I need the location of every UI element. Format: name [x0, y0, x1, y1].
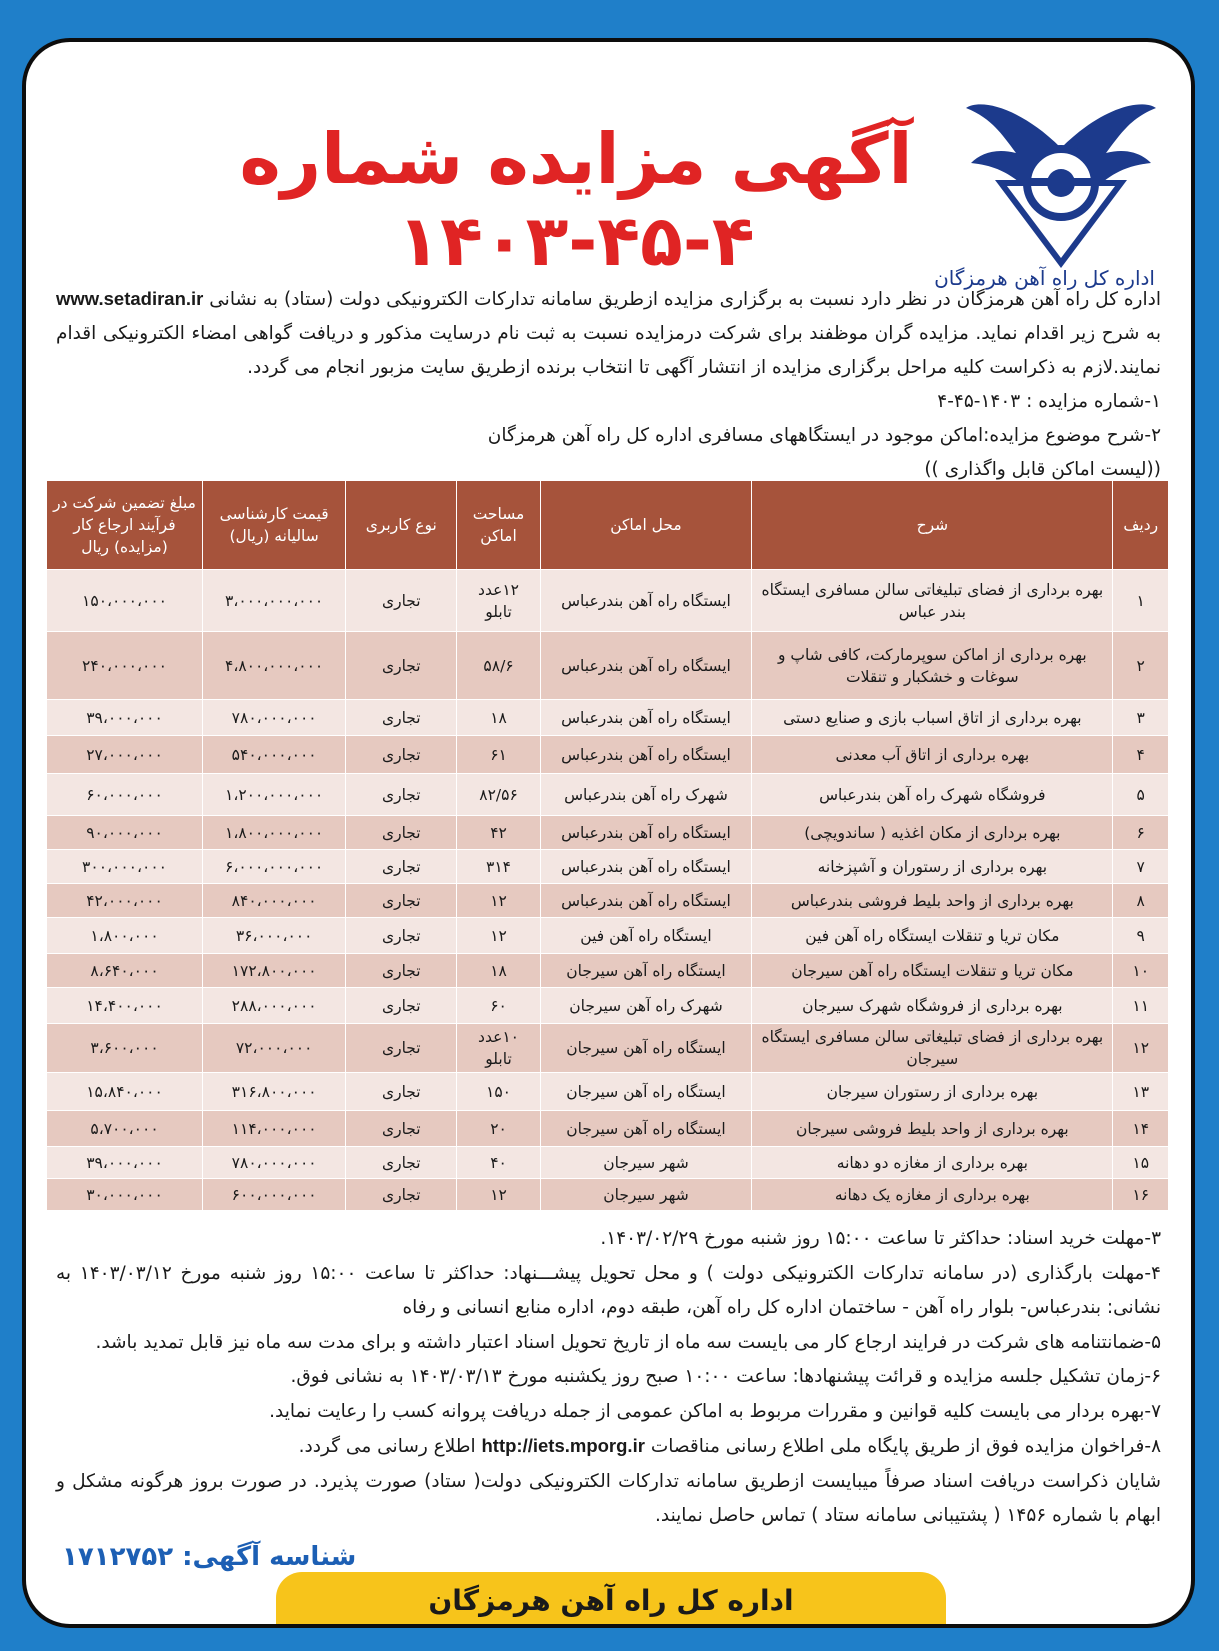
- cell-location: ایستگاه راه آهن سیرجان: [540, 954, 752, 988]
- cell-location: ایستگاه راه آهن بندرعباس: [540, 850, 752, 884]
- table-row: [47, 736, 1169, 774]
- cell-location: ایستگاه راه آهن سیرجان: [540, 1073, 752, 1111]
- cell-usage: تجاری: [346, 736, 457, 774]
- cell-guarantee: ۳۰،۰۰۰،۰۰۰: [47, 1179, 203, 1211]
- cell-location: ایستگاه راه آهن بندرعباس: [540, 884, 752, 918]
- cell-usage: تجاری: [346, 1179, 457, 1211]
- intro-text-b: به شرح زیر اقدام نماید. مزایده گران موظفند برای شرکت درمزایده نسبت به ثبت نام درسایت مذکور و دریافت گواهی امضاء الکترونیکی اقدام نمایند.لازم به ذکراست کلیه مراحل برگزاری مزایده از انتشار آگهی تا انتخاب برنده ازطریق سایت مزبور انجام می گردد.: [56, 323, 1161, 378]
- cell-location: شهرک راه آهن بندرعباس: [540, 774, 752, 816]
- cell-description: بهره برداری از فروشگاه شهرک سیرجان: [752, 988, 1113, 1024]
- item-1: ۱-شماره مزایده : ۱۴۰۳-۴۵-۴: [937, 391, 1161, 412]
- page-title: آگهی مزایده شماره ۴-۴۵-۱۴۰۳: [239, 118, 913, 282]
- cell-location: شهر سیرجان: [540, 1147, 752, 1179]
- table-row: [47, 1179, 1169, 1211]
- cell-usage: تجاری: [346, 850, 457, 884]
- table-row: [47, 918, 1169, 954]
- cell-guarantee: ۲۷،۰۰۰،۰۰۰: [47, 736, 203, 774]
- note-8: [56, 1429, 1161, 1465]
- cell-guarantee: ۳۹،۰۰۰،۰۰۰: [47, 700, 203, 736]
- cell-area: ۱۸: [457, 954, 540, 988]
- cell-area: ۶۰: [457, 988, 540, 1024]
- cell-price: ۱،۲۰۰،۰۰۰،۰۰۰: [203, 774, 346, 816]
- railway-winged-wheel-icon: [961, 78, 1161, 268]
- cell-usage: تجاری: [346, 570, 457, 632]
- closing-note: شایان ذکراست دریافت اسناد صرفاً میبایست ازطریق سامانه تدارکات الکترونیکی دولت( ستاد) صورت پذیرد. در صورت بروز هرگونه مشکل و ابهام با شماره ۱۴۵۶ ( پشتیبانی سامانه ستاد ) تماس حاصل نمایند.: [56, 1470, 1161, 1526]
- table-header-row: [47, 481, 1169, 570]
- note-7: ۷-بهره بردار می بایست کلیه قوانین و مقررات مربوط به اماکن عمومی از جمله دریافت پروانه کسب را رعایت نماید.: [269, 1400, 1161, 1422]
- cell-location: ایستگاه راه آهن بندرعباس: [540, 632, 752, 700]
- cell-guarantee: ۱،۸۰۰،۰۰۰: [47, 918, 203, 954]
- cell-usage: تجاری: [346, 816, 457, 850]
- header-description: شرح: [752, 481, 1113, 570]
- cell-price: ۱۱۴،۰۰۰،۰۰۰: [203, 1111, 346, 1147]
- cell-area: ۱۵۰: [457, 1073, 540, 1111]
- cell-row-number: ۴: [1113, 736, 1169, 774]
- cell-usage: تجاری: [346, 1147, 457, 1179]
- ad-id-label: شناسه آگهی: ۱۷۱۲۷۵۲: [62, 1542, 357, 1572]
- cell-description: مکان تریا و تنقلات ایستگاه راه آهن فین: [752, 918, 1113, 954]
- table-row: [47, 988, 1169, 1024]
- setad-site-link[interactable]: www.setadiran.ir: [56, 288, 204, 309]
- cell-price: ۱،۸۰۰،۰۰۰،۰۰۰: [203, 816, 346, 850]
- cell-area: ۱۲عدد تابلو: [457, 570, 540, 632]
- cell-area: ۱۲: [457, 1179, 540, 1211]
- cell-usage: تجاری: [346, 918, 457, 954]
- cell-area: ۱۰عدد تابلو: [457, 1024, 540, 1073]
- header-row-number: ردیف: [1113, 481, 1169, 570]
- cell-description: بهره برداری از واحد بلیط فروشی بندرعباس: [752, 884, 1113, 918]
- cell-usage: تجاری: [346, 1024, 457, 1073]
- cell-area: ۱۲: [457, 884, 540, 918]
- cell-row-number: ۹: [1113, 918, 1169, 954]
- cell-description: بهره برداری از فضای تبلیغاتی سالن مسافری ایستگاه سیرجان: [752, 1024, 1113, 1073]
- cell-description: بهره برداری از واحد بلیط فروشی سیرجان: [752, 1111, 1113, 1147]
- cell-area: ۵۸/۶: [457, 632, 540, 700]
- cell-price: ۳،۰۰۰،۰۰۰،۰۰۰: [203, 570, 346, 632]
- cell-usage: تجاری: [346, 954, 457, 988]
- cell-area: ۱۸: [457, 700, 540, 736]
- cell-row-number: ۱: [1113, 570, 1169, 632]
- table-row: [47, 850, 1169, 884]
- cell-description: مکان تریا و تنقلات ایستگاه راه آهن سیرجان: [752, 954, 1113, 988]
- cell-row-number: ۱۵: [1113, 1147, 1169, 1179]
- cell-guarantee: ۵،۷۰۰،۰۰۰: [47, 1111, 203, 1147]
- table-body: [47, 570, 1169, 1211]
- table-row: [47, 774, 1169, 816]
- cell-row-number: ۱۰: [1113, 954, 1169, 988]
- cell-price: ۷۲،۰۰۰،۰۰۰: [203, 1024, 346, 1073]
- places-table-wrap: [46, 480, 1169, 1211]
- cell-row-number: ۸: [1113, 884, 1169, 918]
- header-usage: نوع کاربری: [346, 481, 457, 570]
- cell-location: ایستگاه راه آهن سیرجان: [540, 1024, 752, 1073]
- cell-guarantee: ۱۵۰،۰۰۰،۰۰۰: [47, 570, 203, 632]
- cell-price: ۱۷۲،۸۰۰،۰۰۰: [203, 954, 346, 988]
- note-6: ۶-زمان تشکیل جلسه مزایده و قرائت پیشنهادها: ساعت ۱۰:۰۰ صبح روز یکشنبه مورخ ۱۴۰۳/۰۳/۱۳ به نشانی فوق.: [290, 1366, 1161, 1387]
- cell-location: ایستگاه راه آهن بندرعباس: [540, 700, 752, 736]
- note-4: ۴-مهلت بارگذاری (در سامانه تدارکات الکترونیکی دولت ) و محل تحویل پیشـــنهاد: حداکثر تا ساعت ۱۵:۰۰ روز شنبه مورخ ۱۴۰۳/۰۳/۱۲ به نشانی: بندرعباس- بلوار راه آهن - ساختمان اداره کل راه آهن، طبقه دوم، اداره منابع انسانی و رفاه: [56, 1262, 1161, 1318]
- table-row: [47, 700, 1169, 736]
- table-row: [47, 1073, 1169, 1111]
- cell-description: بهره برداری از اتاق آب معدنی: [752, 736, 1113, 774]
- intro-section: [56, 282, 1161, 487]
- intro-text-a: اداره کل راه آهن هرمزگان در نظر دارد نسبت به برگزاری مزایده ازطریق سامانه تدارکات الکترونیکی دولت (ستاد) به نشانی: [209, 289, 1162, 310]
- cell-guarantee: ۳۰۰،۰۰۰،۰۰۰: [47, 850, 203, 884]
- cell-row-number: ۱۶: [1113, 1179, 1169, 1211]
- table-row: [47, 632, 1169, 700]
- cell-usage: تجاری: [346, 700, 457, 736]
- intro-paragraph: [56, 282, 1161, 385]
- table-row: [47, 816, 1169, 850]
- table-row: [47, 570, 1169, 632]
- footer-org-banner: اداره کل راه آهن هرمزگان: [276, 1572, 946, 1628]
- table-row: [47, 1111, 1169, 1147]
- cell-description: بهره برداری از مغازه یک دهانه: [752, 1179, 1113, 1211]
- cell-guarantee: ۹۰،۰۰۰،۰۰۰: [47, 816, 203, 850]
- cell-row-number: ۲: [1113, 632, 1169, 700]
- item-2: ۲-شرح موضوع مزایده:اماکن موجود در ایستگاههای مسافری اداره کل راه آهن هرمزگان: [487, 425, 1161, 446]
- cell-description: بهره برداری از فضای تبلیغاتی سالن مسافری ایستگاه بندر عباس: [752, 570, 1113, 632]
- cell-price: ۶۰۰،۰۰۰،۰۰۰: [203, 1179, 346, 1211]
- cell-row-number: ۷: [1113, 850, 1169, 884]
- table-row: [47, 884, 1169, 918]
- note-3: ۳-مهلت خرید اسناد: حداکثر تا ساعت ۱۵:۰۰ روز شنبه مورخ ۱۴۰۳/۰۲/۲۹.: [600, 1228, 1161, 1249]
- org-name-label: اداره کل راه آهن هرمزگان: [934, 266, 1155, 290]
- cell-price: ۸۴۰،۰۰۰،۰۰۰: [203, 884, 346, 918]
- table-row: [47, 954, 1169, 988]
- cell-location: ایستگاه راه آهن بندرعباس: [540, 736, 752, 774]
- cell-location: ایستگاه راه آهن بندرعباس: [540, 570, 752, 632]
- table-row: [47, 1024, 1169, 1073]
- cell-guarantee: ۱۵،۸۴۰،۰۰۰: [47, 1073, 203, 1111]
- cell-area: ۲۰: [457, 1111, 540, 1147]
- cell-location: ایستگاه راه آهن سیرجان: [540, 1111, 752, 1147]
- cell-guarantee: ۲۴۰،۰۰۰،۰۰۰: [47, 632, 203, 700]
- cell-description: بهره برداری از اماکن سوپرمارکت، کافی شاپ و سوغات و خشکبار و تنقلات: [752, 632, 1113, 700]
- cell-price: ۳۱۶،۸۰۰،۰۰۰: [203, 1073, 346, 1111]
- cell-area: ۳۱۴: [457, 850, 540, 884]
- note-5: ۵-ضمانتنامه های شرکت در فرایند ارجاع کار می بایست سه ماه از تاریخ تحویل اسناد اعتبار داشته و برای مدت سه ماه نیز قابل تمدید باشد.: [95, 1331, 1161, 1353]
- cell-price: ۵۴۰،۰۰۰،۰۰۰: [203, 736, 346, 774]
- cell-area: ۶۱: [457, 736, 540, 774]
- cell-row-number: ۱۲: [1113, 1024, 1169, 1073]
- list-title: ((لیست اماکن قابل واگذاری )): [924, 459, 1161, 480]
- cell-price: ۲۸۸،۰۰۰،۰۰۰: [203, 988, 346, 1024]
- cell-description: بهره برداری از مغازه دو دهانه: [752, 1147, 1113, 1179]
- table-row: [47, 1147, 1169, 1179]
- note-8-text-a: ۸-فراخوان مزایده فوق از طریق پایگاه ملی اطلاع رسانی مناقصات: [650, 1436, 1161, 1457]
- cell-description: بهره برداری از رستوران و آشپزخانه: [752, 850, 1113, 884]
- header-guarantee: مبلغ تضمین شرکت در فرآیند ارجاع کار (مزایده) ریال: [47, 481, 203, 570]
- header-location: محل اماکن: [540, 481, 752, 570]
- cell-location: شهر سیرجان: [540, 1179, 752, 1211]
- header: [56, 68, 1161, 290]
- cell-usage: تجاری: [346, 774, 457, 816]
- cell-row-number: ۳: [1113, 700, 1169, 736]
- cell-area: ۴۲: [457, 816, 540, 850]
- cell-price: ۷۸۰،۰۰۰،۰۰۰: [203, 700, 346, 736]
- notes-section: [56, 1222, 1161, 1534]
- cell-row-number: ۱۴: [1113, 1111, 1169, 1147]
- header-price: قیمت کارشناسی سالیانه (ریال): [203, 481, 346, 570]
- cell-description: بهره برداری از رستوران سیرجان: [752, 1073, 1113, 1111]
- cell-area: ۸۲/۵۶: [457, 774, 540, 816]
- cell-area: ۴۰: [457, 1147, 540, 1179]
- cell-row-number: ۶: [1113, 816, 1169, 850]
- cell-guarantee: ۸،۶۴۰،۰۰۰: [47, 954, 203, 988]
- cell-description: بهره برداری از اتاق اسباب بازی و صنایع دستی: [752, 700, 1113, 736]
- cell-price: ۷۸۰،۰۰۰،۰۰۰: [203, 1147, 346, 1179]
- cell-location: ایستگاه راه آهن بندرعباس: [540, 816, 752, 850]
- cell-location: شهرک راه آهن سیرجان: [540, 988, 752, 1024]
- cell-description: فروشگاه شهرک راه آهن بندرعباس: [752, 774, 1113, 816]
- cell-usage: تجاری: [346, 988, 457, 1024]
- cell-price: ۳۶،۰۰۰،۰۰۰: [203, 918, 346, 954]
- cell-usage: تجاری: [346, 1111, 457, 1147]
- ad-frame: [22, 38, 1195, 1628]
- cell-row-number: ۱۳: [1113, 1073, 1169, 1111]
- cell-guarantee: ۶۰،۰۰۰،۰۰۰: [47, 774, 203, 816]
- cell-usage: تجاری: [346, 884, 457, 918]
- cell-area: ۱۲: [457, 918, 540, 954]
- iets-url-link[interactable]: http://iets.mporg.ir: [481, 1435, 645, 1456]
- cell-guarantee: ۳۹،۰۰۰،۰۰۰: [47, 1147, 203, 1179]
- note-8-text-b: اطلاع رسانی می گردد.: [298, 1436, 476, 1457]
- cell-guarantee: ۱۴،۴۰۰،۰۰۰: [47, 988, 203, 1024]
- cell-usage: تجاری: [346, 632, 457, 700]
- cell-price: ۴،۸۰۰،۰۰۰،۰۰۰: [203, 632, 346, 700]
- cell-row-number: ۱۱: [1113, 988, 1169, 1024]
- cell-guarantee: ۴۲،۰۰۰،۰۰۰: [47, 884, 203, 918]
- cell-description: بهره برداری از مکان اغذیه ( ساندویچی): [752, 816, 1113, 850]
- cell-usage: تجاری: [346, 1073, 457, 1111]
- cell-location: ایستگاه راه آهن فین: [540, 918, 752, 954]
- header-area: مساحت اماکن: [457, 481, 540, 570]
- cell-guarantee: ۳،۶۰۰،۰۰۰: [47, 1024, 203, 1073]
- places-table: [46, 480, 1169, 1211]
- cell-row-number: ۵: [1113, 774, 1169, 816]
- cell-price: ۶،۰۰۰،۰۰۰،۰۰۰: [203, 850, 346, 884]
